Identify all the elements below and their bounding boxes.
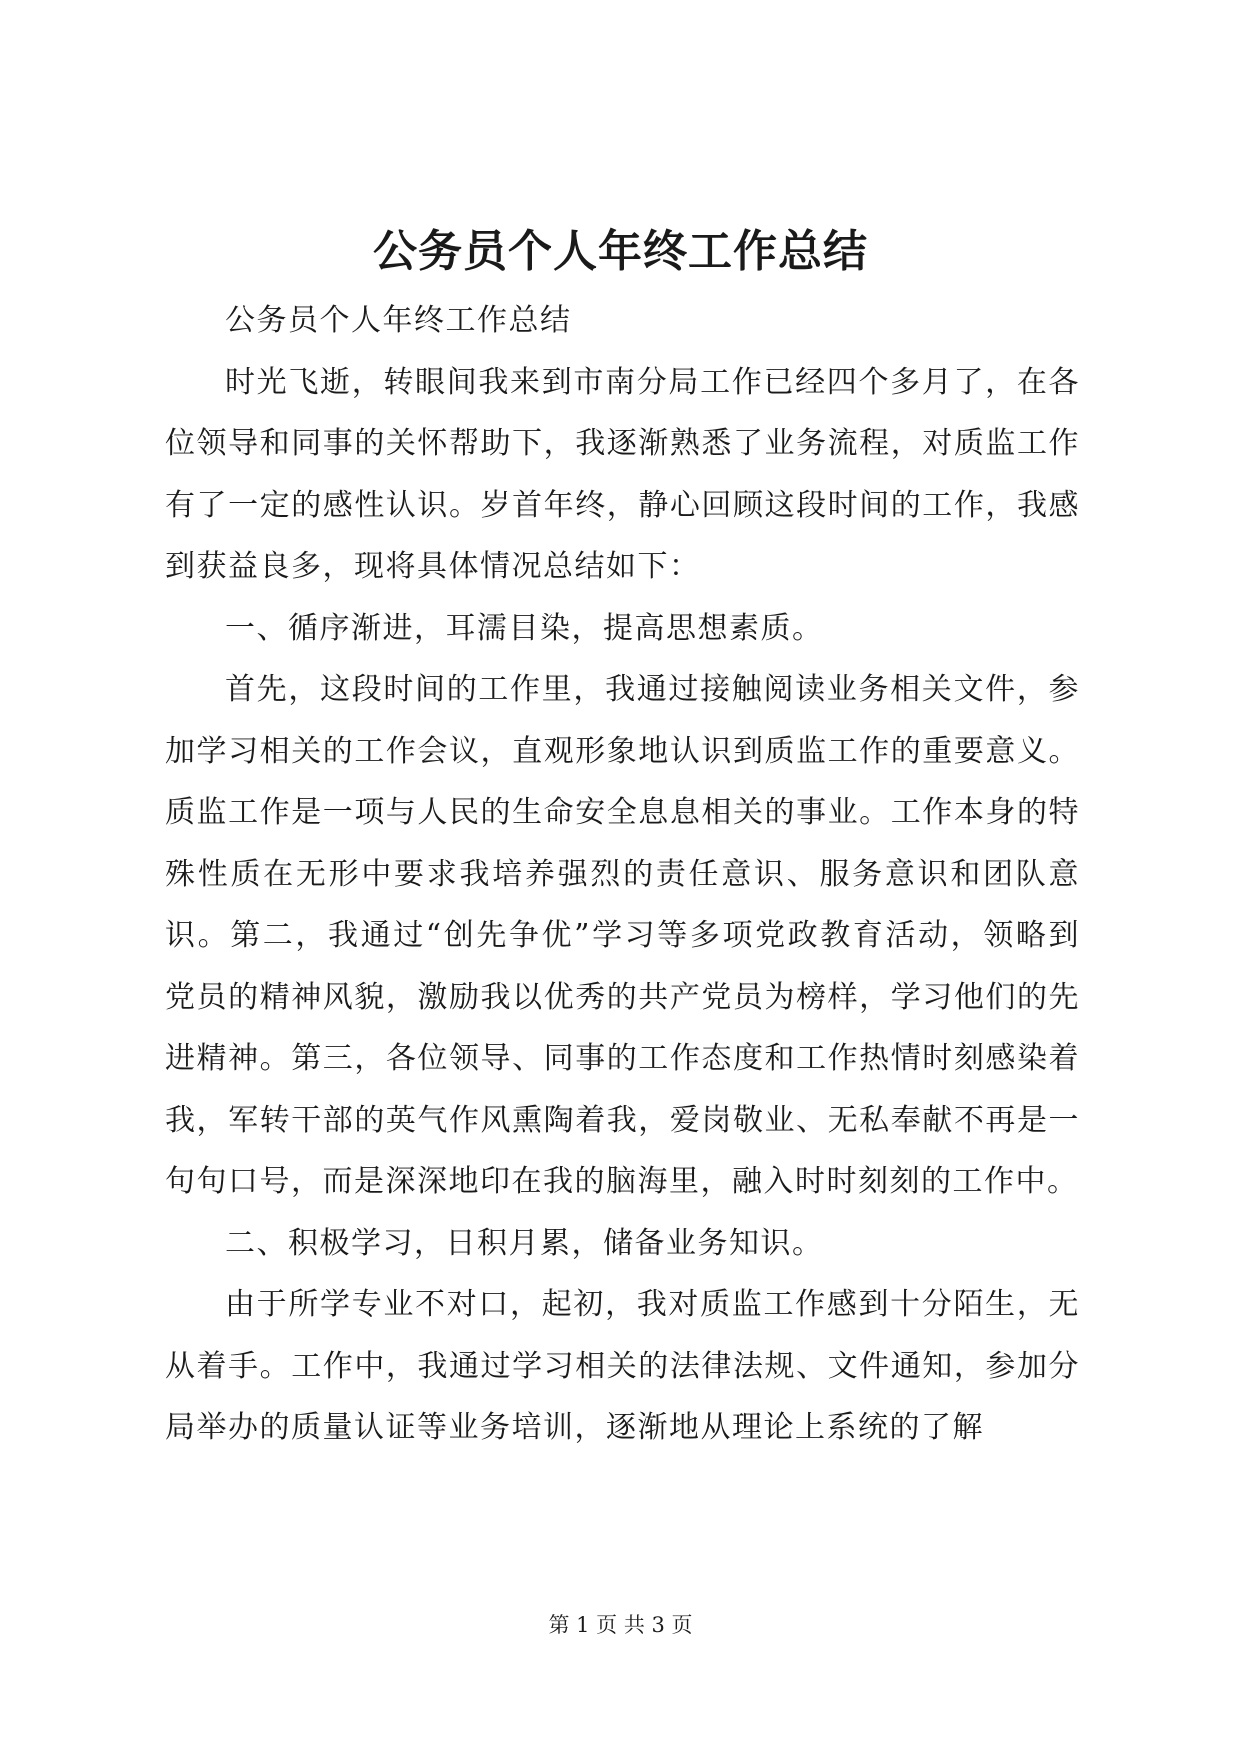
body-paragraph: 由于所学专业不对口，起初，我对质监工作感到十分陌生，无从着手。工作中，我通过学习相关的法律法规、文件通知，参加分局举办的质量认证等业务培训，逐渐地从理论上系统的了解 <box>165 1287 1080 1445</box>
body-paragraph: 首先，这段时间的工作里，我通过接触阅读业务相关文件，参加学习相关的工作会议，直观形象地认识到质监工作的重要意义。质监工作是一项与人民的生命安全息息相关的事业。工作本身的特殊性质在无形中要求我培养强烈的责任意识、服务意识和团队意识。第二，我通过“创先争优”学习等多项党政教育活动，领略到党员的精神风貌，激励我以优秀的共产党员为榜样，学习他们的先进精神。第三，各位领导、同事的工作态度和工作热情时刻感染着我，军转干部的英气作风熏陶着我，爱岗敬业、无私奉献不再是一句句口号，而是深深地印在我的脑海里，融入时时刻刻的工作中。 <box>165 672 1080 1199</box>
section-heading: 一、循序渐进，耳濡目染，提高思想素质。 <box>225 610 824 646</box>
body-paragraph: 时光飞逝，转眼间我来到市南分局工作已经四个多月了，在各位领导和同事的关怀帮助下，我逐渐熟悉了业务流程，对质监工作有了一定的感性认识。岁首年终，静心回顾这段时间的工作，我感到获益良多，现将具体情况总结如下： <box>165 364 1080 584</box>
body-paragraph: 公务员个人年终工作总结 <box>225 303 572 338</box>
document-title: 公务员个人年终工作总结 <box>373 226 868 277</box>
document-body <box>165 290 1080 1459</box>
section-heading: 二、积极学习，日积月累，储备业务知识。 <box>225 1225 824 1261</box>
page-number-footer: 第 1 页 共 3 页 <box>548 1613 693 1637</box>
